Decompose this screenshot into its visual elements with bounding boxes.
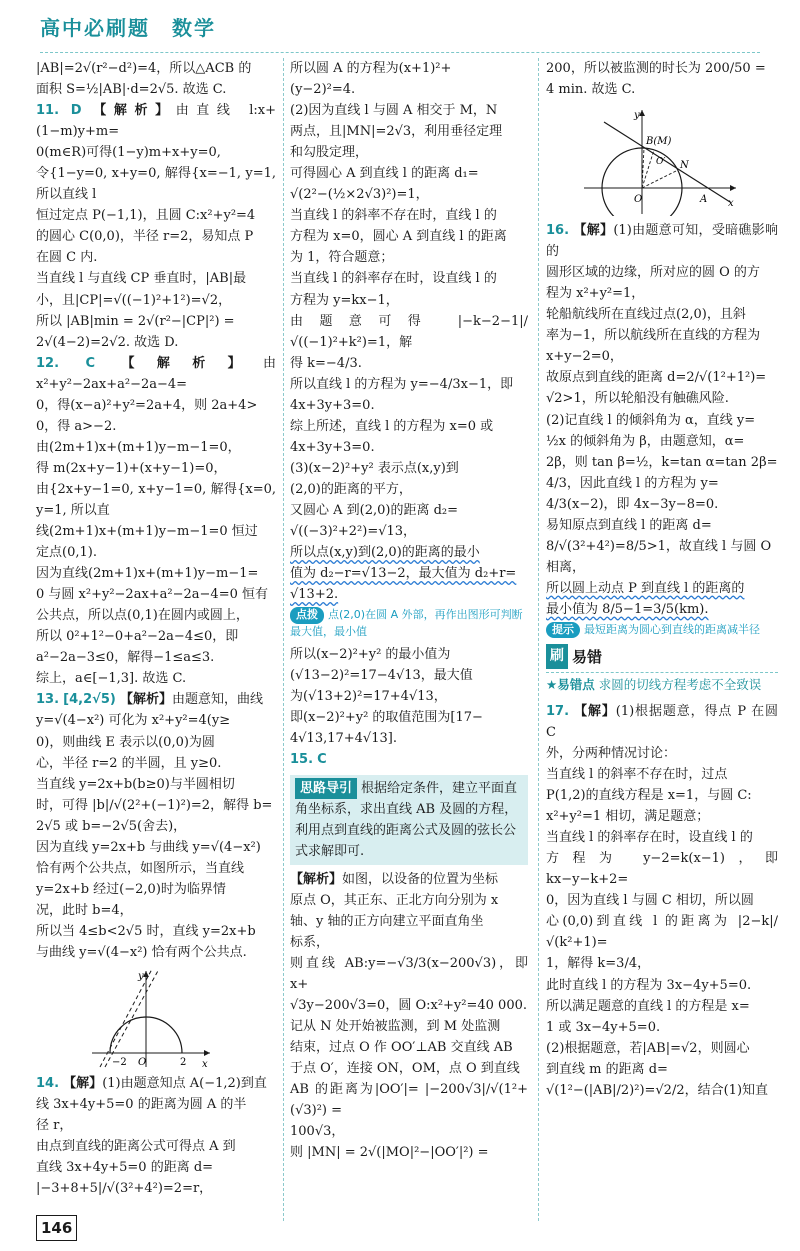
tick-label-2: 2 xyxy=(180,1057,187,1069)
question-14 xyxy=(36,1073,276,1094)
x-axis-arrow xyxy=(730,185,736,191)
text-line: 4x+3y+3=0. xyxy=(290,397,375,413)
text-line xyxy=(290,542,528,563)
text-line: ½x 的倾斜角为 β，由题意知，α= xyxy=(546,433,745,449)
solution-tag: 【解析】 xyxy=(119,692,172,708)
text-line: 圆形区域的边缘，所对应的圆 O 的方 xyxy=(546,265,760,281)
text-line: 则直线 AB:y=−√3/3(x−200√3)，即 x+ xyxy=(290,955,528,992)
route-line-AB xyxy=(604,122,730,202)
text-line: 时，可得 |b|/√(2²+(−1)²)=2，解得 b= xyxy=(36,797,273,813)
error-point-label: ★易错点 xyxy=(546,677,595,693)
text-line: 恒过定点 P(−1,1)，且圆 C:x²+y²=4 xyxy=(36,208,256,224)
text-line: (2)记直线 l 的倾斜角为 α，直线 y= xyxy=(546,412,756,428)
text-line: 为 1，符合题意； xyxy=(290,250,394,266)
segment-ON xyxy=(642,170,678,188)
text-line: 所以 |AB|min = 2√(r²−|CP|²) = xyxy=(36,313,235,329)
solution-tag: 【解】 xyxy=(63,1076,103,1092)
text-line: 综上，a∈[−1,3]. 故选 C. xyxy=(36,671,187,687)
highlight-text: 所以点(x,y)到(2,0)的距离的最小 xyxy=(290,545,480,561)
text-line: 径 r， xyxy=(36,1118,73,1134)
column-1 xyxy=(36,58,276,1199)
text-line: (2)根据题意，若|AB|=√2，则圆心 xyxy=(546,1040,750,1056)
hint-text: 最短距离为圆心到直线的距离减半径 xyxy=(584,622,760,636)
text-line: √(2²−(½×2√3)²)=1， xyxy=(290,187,429,203)
text-line: AB 的距离为|OO′|= |−200√3|/√(1²+(√3)²) = xyxy=(290,1082,528,1119)
text-line: 0，得(x−a)²+y²=2a+4，则 2a+4> xyxy=(36,397,258,413)
question-17 xyxy=(546,701,778,743)
text-line: 令{1−y=0, x+y=0, 解得{x=−1, y=1, 所以直线 l xyxy=(36,166,276,203)
text-line: 当直线 l 的斜率存在时，设直线 l 的 xyxy=(546,830,753,846)
text-line: 由直线 l:x+(1−m)y+m= xyxy=(36,103,276,140)
highlight-text: 所以圆上动点 P 到直线 l 的距离的 xyxy=(546,580,745,596)
text-line: 方程为 y−2=k(x−1)，即 kx−y−k+2= xyxy=(546,851,778,888)
text-line: 方程为 x=0，圆心 A 到直线 l 的距离 xyxy=(290,229,507,245)
text-line: 当直线 l 的斜率存在时，设直线 l 的 xyxy=(290,271,497,287)
highlight-text: 值为 d₂−r=√13−2，最大值为 d₂+r= xyxy=(290,566,517,582)
question-number: 12. xyxy=(36,355,60,371)
question-number: 14. xyxy=(36,1076,60,1092)
text-line: 由(2m+1)x+(m+1)y−m−1=0， xyxy=(36,439,241,455)
text-line: 当直线 l 的斜率不存在时，过点 xyxy=(546,767,728,783)
text-line: 方程为 y=kx−1， xyxy=(290,292,399,308)
text-line: y=√(4−x²) 可化为 x²+y²=4(y≥ xyxy=(36,713,231,729)
tick-label-neg2: −2 xyxy=(112,1057,127,1069)
text-line: 外，分两种情况讨论： xyxy=(546,746,677,761)
column-divider xyxy=(538,58,539,1221)
text-line: 所以直线 l 的方程为 y=−4/3x−1，即 xyxy=(290,376,514,392)
guide-tag: 思路导引 xyxy=(295,778,357,799)
question-16 xyxy=(546,220,778,262)
monitor-circle-figure xyxy=(580,106,740,216)
text-line: 记从 N 处开始被监测，到 M 处监测 xyxy=(290,1019,501,1035)
text-line: 故原点到直线的距离 d=2/√(1²+1²)= xyxy=(546,370,767,386)
header-divider xyxy=(40,52,760,53)
text-line xyxy=(546,578,778,599)
text-line: a²−2a−3≤0，解得−1≤a≤3. xyxy=(36,650,215,666)
page-number: 146 xyxy=(36,1215,77,1241)
text-line: 可得圆心 A 到直线 l 的距离 d₁= xyxy=(290,166,479,182)
text-line: 0)，则曲线 E 表示以(0,0)为圆 xyxy=(36,734,215,750)
y-axis-arrow xyxy=(639,110,645,116)
text-line: 当直线 y=2x+b(b≥0)与半圆相切 xyxy=(36,776,235,792)
section-header-mistakes xyxy=(546,644,778,673)
text-line xyxy=(290,869,528,890)
text-line: 4/3(x−2)，即 4x−3y−8=0. xyxy=(546,496,719,512)
text-line: 0，因为直线 l 与圆 C 相切，所以圆 xyxy=(546,893,754,909)
text-line: (3)(x−2)²+y² 表示点(x,y)到 xyxy=(290,460,459,476)
text-line: 在圆 C 内. xyxy=(36,250,98,266)
text-line: 相离， xyxy=(546,559,586,575)
text-line: 直线 3x+4y+5=0 的距离 d= xyxy=(36,1160,214,1176)
question-12 xyxy=(36,353,276,395)
section-badge: 刷 xyxy=(546,644,568,669)
text-line: 2β，则 tan β=½，k=tan α=tan 2β= xyxy=(546,454,778,470)
question-number: 15. xyxy=(290,752,314,768)
text-line: 0(m∈R)可得(1−y)m+x+y=0, xyxy=(36,145,221,161)
text-line: 如图，以设备的位置为坐标 xyxy=(342,871,499,887)
text-line: 4/3，因此直线 l 的方程为 y= xyxy=(546,475,719,491)
point-N-label: N xyxy=(680,160,689,172)
text-line: 由{2x+y−1=0, x+y−1=0, 解得{x=0, y=1, 所以直 xyxy=(36,481,276,518)
semicircle-figure xyxy=(86,967,216,1069)
text-line: 轴、y 轴的正方向建立平面直角坐 xyxy=(290,913,484,929)
text-line: 4√13,17+4√13]. xyxy=(290,731,397,747)
x-axis-arrow xyxy=(204,1050,210,1056)
question-13 xyxy=(36,689,276,710)
text-line: 原点 O，其正东、正北方向分别为 x xyxy=(290,892,499,908)
text-line: 与曲线 y=√(4−x²) 恰有两个公共点. xyxy=(36,944,247,960)
book-title: 高中必刷题 xyxy=(40,15,150,40)
text-line: 由题意可得 |−k−2−1|/√((−1)²+k²)=1，解 xyxy=(290,313,528,350)
text-line: 100√3， xyxy=(290,1124,345,1140)
origin-label: O xyxy=(634,194,643,206)
page-header xyxy=(40,8,216,48)
solution-tag: 【解析】 xyxy=(290,871,343,887)
text-line: 1，解得 k=3/4， xyxy=(546,956,651,972)
answer-value: [4,2√5) xyxy=(63,692,116,708)
critical-line xyxy=(105,969,159,1067)
text-line: (1)根据题意，得点 P 在圆 C xyxy=(546,703,778,740)
error-point-text: 求圆的切线方程考虑不全致误 xyxy=(598,677,762,693)
text-line: 由题意知，曲线 xyxy=(171,692,263,708)
text-line: (2)因为直线 l 与圆 A 相交于 M，N xyxy=(290,103,498,119)
answer-letter: D xyxy=(70,103,82,119)
text-line: 定点(0,1). xyxy=(36,545,97,561)
solution-tag: 【解】 xyxy=(574,703,616,719)
hint-badge: 提示 xyxy=(546,622,580,639)
text-line: x²+y²=1 相切，满足题意； xyxy=(546,809,710,825)
text-line xyxy=(290,584,528,605)
point-BM-label: B(M) xyxy=(646,136,672,148)
text-line: 2√5 或 b=−2√5(舍去)， xyxy=(36,818,187,834)
text-line: (2,0)的距离的平方， xyxy=(290,481,412,497)
text-line: (√13−2)²=17−4√13，最大值 xyxy=(290,668,473,684)
text-line: 由 x²+y²−2ax+a²−2a−4= xyxy=(36,355,276,392)
text-line: y=2x+b 经过(−2,0)时为临界情 xyxy=(36,881,226,897)
text-line: √3y−200√3=0，圆 O:x²+y²=40 000. xyxy=(290,997,527,1013)
text-line: x+y−2=0， xyxy=(546,349,623,365)
text-line: 0，得 a>−2. xyxy=(36,418,117,434)
text-line: 线 3x+4y+5=0 的距离为圆 A 的半 xyxy=(36,1097,247,1113)
text-line: 0 与圆 x²+y²−2ax+a²−2a−4=0 恒有 xyxy=(36,587,269,603)
question-number: 11. xyxy=(36,103,60,119)
hint-text: 点(2,0)在圆 A 外部，再作出图形可判断最大值，最小值 xyxy=(290,608,523,638)
tangent-line xyxy=(100,969,152,1067)
section-title: 易错 xyxy=(572,647,603,666)
text-line: 则 |MN| = 2√(|MO|²−|OO′|²) = xyxy=(290,1145,489,1161)
solution-tag: 【解析】 xyxy=(121,355,263,371)
text-line: 4 min. 故选 C. xyxy=(546,82,636,98)
point-O-prime-label: O′ xyxy=(656,157,666,168)
text-line: 标系， xyxy=(290,934,330,950)
text-line: 心(0,0)到直线 l 的距离为 |2−k|/√(k²+1)= xyxy=(546,914,778,951)
text-line: √(1²−(|AB|/2)²)=√2/2，结合(1)知直 xyxy=(546,1082,769,1098)
text-line: |−3+8+5|/√(3²+4²)=2=r， xyxy=(36,1181,213,1197)
solution-tag: 【解】 xyxy=(573,223,614,239)
text-line: 8/√(3²+4²)=8/5>1，故直线 l 与圆 O xyxy=(546,538,772,554)
text-line: 到直线 m 的距离 d= xyxy=(546,1061,668,1077)
text-line: √2>1，所以轮船没有触礁风险. xyxy=(546,391,729,407)
highlight-text: √13+2. xyxy=(290,587,339,603)
text-line xyxy=(546,599,778,620)
x-label: x xyxy=(202,1059,208,1070)
question-number: 16. xyxy=(546,223,570,239)
text-line: 所以(x−2)²+y² 的最小值为 xyxy=(290,647,451,663)
text-line: 综上所述，直线 l 的方程为 x=0 或 xyxy=(290,418,494,434)
text-line: 又圆心 A 到(2,0)的距离 d₂= xyxy=(290,502,459,518)
text-line: 因为直线(2m+1)x+(m+1)y−m−1= xyxy=(36,566,259,582)
text-line: 面积 S=½|AB|·d=2√5. 故选 C. xyxy=(36,82,227,98)
text-line: 当直线 l 的斜率不存在时，直线 l 的 xyxy=(290,208,497,224)
text-line: 于点 O′，连接 ON，OM，点 O 到直线 xyxy=(290,1061,520,1077)
answer-letter: C xyxy=(317,752,327,768)
solution-tag: 【解析】 xyxy=(93,103,176,119)
text-line: 小，且|CP|=√((−1)²+1²)=√2， xyxy=(36,292,232,308)
text-line: 和勾股定理， xyxy=(290,145,369,161)
hint-note xyxy=(290,607,528,640)
column-divider xyxy=(283,58,284,1221)
text-line: 两点，且|MN|=2√3，利用垂径定理 xyxy=(290,124,503,140)
text-line: 2√(4−2)=2√2. 故选 D. xyxy=(36,334,179,350)
text-line: 200，所以被监测的时长为 200/50 = xyxy=(546,61,766,76)
text-line xyxy=(290,563,528,584)
y-label: y xyxy=(138,971,144,983)
question-11 xyxy=(36,100,276,142)
question-15 xyxy=(290,749,528,770)
highlight-text: 最小值为 8/5−1=3/5(km). xyxy=(546,601,709,617)
text-line: 的圆心 C(0,0)，半径 r=2，易知点 P xyxy=(36,229,254,245)
text-line: √((−3)²+2²)=√13， xyxy=(290,524,417,540)
text-line: 当直线 l 与直线 CP 垂直时，|AB|最 xyxy=(36,271,247,287)
x-label: x xyxy=(728,198,734,210)
guide-text: 根据给定条件，建立平面直角坐标系，求出直线 AB 及圆的方程，利用点到直线的距离公式及圆的弦长公式求解即可. xyxy=(295,780,518,859)
y-axis-arrow xyxy=(143,971,149,977)
origin-label: O xyxy=(138,1057,147,1069)
hint-note xyxy=(546,622,778,639)
text-line: 线(2m+1)x+(m+1)y−m−1=0 恒过 xyxy=(36,524,258,540)
thinking-guide xyxy=(290,775,528,865)
text-line: 因为直线 y=2x+b 与曲线 y=√(4−x²) xyxy=(36,839,261,855)
text-line: P(1,2)的直线方程是 x=1，与圆 C: xyxy=(546,788,752,804)
text-line: 1 或 3x−4y+5=0. xyxy=(546,1019,661,1035)
text-line: (y−2)²=4. xyxy=(290,82,356,98)
text-line: (1)由题意知点 A(−1,2)到直 xyxy=(102,1076,267,1092)
text-line: |AB|=2√(r²−d²)=4，所以△ACB 的 xyxy=(36,61,252,76)
text-line: 率为−1，所以航线所在直线的方程为 xyxy=(546,328,761,344)
y-label: y xyxy=(634,110,640,122)
text-line: 即(x−2)²+y² 的取值范围为[17− xyxy=(290,710,483,726)
question-number: 13. xyxy=(36,692,60,708)
column-2 xyxy=(290,58,528,1163)
text-line: 况，此时 b=4， xyxy=(36,902,133,918)
error-point xyxy=(546,676,778,695)
text-line: 得 k=−4/3. xyxy=(290,355,362,371)
text-line: 公共点，所以点(0,1)在圆内或圆上， xyxy=(36,608,249,624)
text-line: 结束，过点 O 作 OO′⊥AB 交直线 AB xyxy=(290,1040,513,1056)
text-line: 由点到直线的距离公式可得点 A 到 xyxy=(36,1139,236,1155)
text-line: 心，半径 r=2 的半圆，且 y≥0. xyxy=(36,755,222,771)
text-line: 程为 x²+y²=1， xyxy=(546,286,645,302)
text-line: 为(√13+2)²=17+4√13， xyxy=(290,689,447,705)
subject-title: 数学 xyxy=(172,15,216,40)
text-line: (1)由题意可知，受暗礁影响的 xyxy=(546,223,778,260)
question-number: 17. xyxy=(546,703,570,719)
hint-badge: 点拨 xyxy=(290,607,324,624)
text-line: 得 m(2x+y−1)+(x+y−1)=0， xyxy=(36,460,227,476)
text-line: 轮船航线所在直线过点(2,0)，且斜 xyxy=(546,307,746,323)
answer-letter: C xyxy=(85,355,96,371)
text-line: 所以满足题意的直线 l 的方程是 x= xyxy=(546,998,750,1014)
text-line: 易知原点到直线 l 的距离 d= xyxy=(546,517,712,533)
point-A-label: A xyxy=(700,194,708,206)
text-line: 所以 0²+1²−0+a²−2a−4≤0，即 xyxy=(36,629,239,645)
text-line: 恰有两个公共点，如图所示，当直线 xyxy=(36,860,245,876)
text-line: 所以当 4≤b<2√5 时，直线 y=2x+b xyxy=(36,923,256,939)
text-line: 4x+3y+3=0. xyxy=(290,439,375,455)
text-line: 此时直线 l 的方程为 3x−4y+5=0. xyxy=(546,977,752,993)
column-3 xyxy=(546,58,778,1101)
text-line: 所以圆 A 的方程为(x+1)²+ xyxy=(290,61,452,76)
